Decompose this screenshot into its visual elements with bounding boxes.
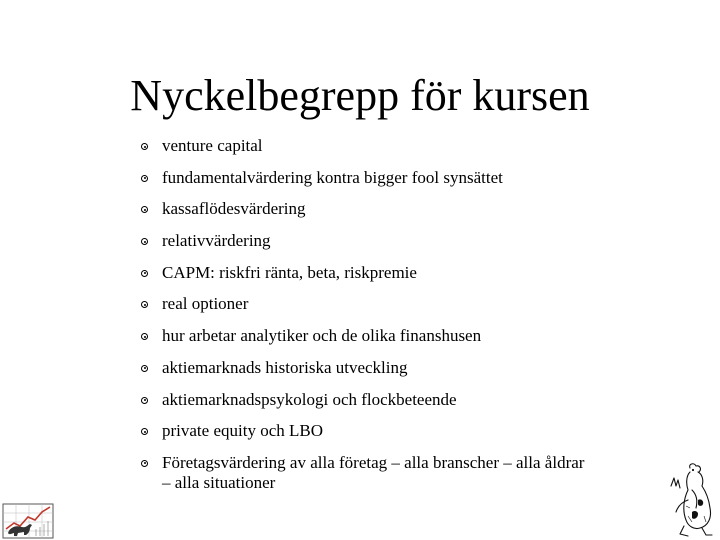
bullet-icon bbox=[141, 301, 148, 308]
bullet-text: relativvärdering bbox=[162, 231, 271, 251]
bullet-item bbox=[138, 358, 588, 390]
bullet-text: real optioner bbox=[162, 294, 249, 314]
bullet-icon bbox=[141, 238, 148, 245]
bullet-text: fundamentalvärdering kontra bigger fool synsättet bbox=[162, 167, 503, 187]
bullet-item bbox=[138, 136, 588, 168]
bullet-icon bbox=[141, 428, 148, 435]
bullet-item bbox=[138, 390, 588, 422]
bullet-icon bbox=[141, 333, 148, 340]
bullet-text: CAPM: riskfri ränta, beta, riskpremie bbox=[162, 262, 417, 282]
bullet-text: hur arbetar analytiker och de olika finanshusen bbox=[162, 326, 482, 346]
bullet-icon bbox=[141, 143, 148, 150]
bullet-icon bbox=[141, 365, 148, 372]
bullet-item bbox=[138, 199, 588, 231]
bullet-item bbox=[138, 453, 588, 493]
bullet-item bbox=[138, 168, 588, 200]
bull-chart-icon bbox=[2, 503, 54, 539]
bullet-icon bbox=[141, 270, 148, 277]
bullet-text: venture capital bbox=[162, 136, 263, 155]
bear-sketch-icon bbox=[668, 460, 718, 538]
bullet-item bbox=[138, 326, 588, 358]
bullet-text: aktiemarknads historiska utveckling bbox=[162, 357, 408, 377]
bullet-text: private equity och LBO bbox=[162, 421, 323, 441]
bullet-item bbox=[138, 263, 588, 295]
bullet-icon bbox=[141, 206, 148, 213]
bullet-text: kassaflödesvärdering bbox=[162, 199, 306, 219]
bullet-list bbox=[138, 136, 588, 493]
bullet-icon bbox=[141, 460, 148, 467]
bullet-text: aktiemarknadspsykologi och flockbeteende bbox=[162, 389, 457, 409]
bullet-icon bbox=[141, 175, 148, 182]
bullet-item bbox=[138, 294, 588, 326]
bullet-item bbox=[138, 421, 588, 453]
slide-title: Nyckelbegrepp för kursen bbox=[130, 71, 590, 120]
bullet-text: Företagsvärdering av alla företag – alla branscher – alla åldrar – alla situationer bbox=[162, 452, 585, 492]
bullet-item bbox=[138, 231, 588, 263]
bullet-icon bbox=[141, 397, 148, 404]
